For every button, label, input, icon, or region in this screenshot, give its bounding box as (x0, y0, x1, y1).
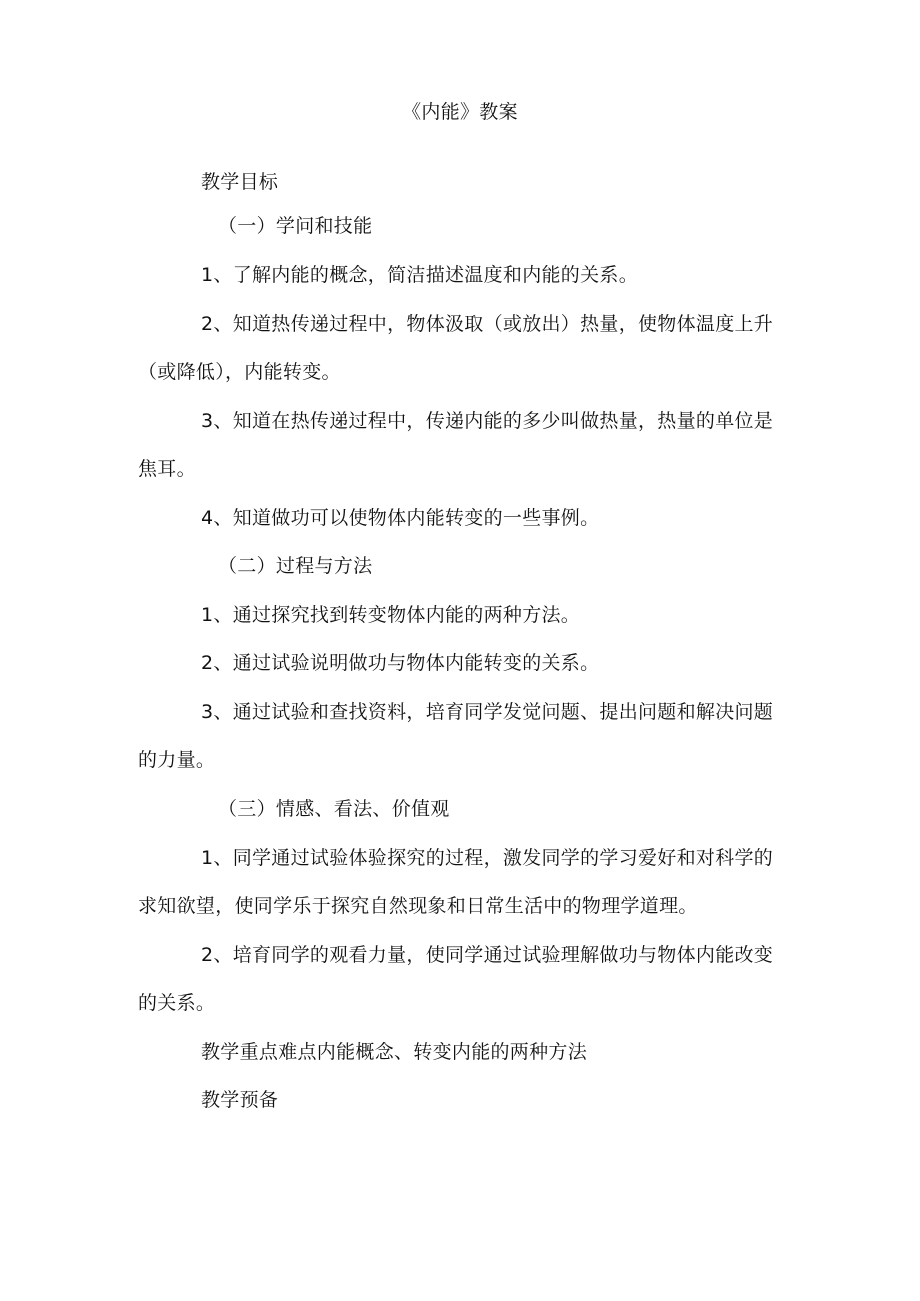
subsection-heading-knowledge: （一）学问和技能 (218, 215, 373, 237)
paragraph-line: 2、通过试验说明做功与物体内能转变的关系。 (201, 652, 600, 674)
paragraph-line: 求知欲望，使同学乐于探究自然现象和日常生活中的物理学道理。 (138, 895, 698, 917)
paragraph-line: 的力量。 (138, 749, 216, 771)
subsection-heading-process: （二）过程与方法 (218, 555, 373, 577)
paragraph-line: 3、知道在热传递过程中，传递内能的多少叫做热量，热量的单位是 (201, 410, 774, 432)
paragraph-line: 2、知道热传递过程中，物体汲取（或放出）热量，使物体温度上升 (201, 313, 774, 335)
paragraph-line: 焦耳。 (138, 458, 196, 480)
paragraph-line: （或降低），内能转变。 (138, 361, 341, 383)
section-heading-objectives: 教学目标 (201, 171, 279, 193)
paragraph-line: 1、通过探究找到转变物体内能的两种方法。 (201, 604, 581, 626)
section-heading-key-points: 教学重点难点内能概念、转变内能的两种方法 (201, 1041, 588, 1063)
subsection-heading-attitude: （三）情感、看法、价值观 (218, 798, 450, 820)
paragraph-line: 2、培育同学的观看力量，使同学通过试验理解做功与物体内能改变 (201, 944, 774, 966)
paragraph-line: 4、知道做功可以使物体内能转变的一些事例。 (201, 507, 600, 529)
section-heading-preparation: 教学预备 (201, 1089, 279, 1111)
paragraph-line: 1、同学通过试验体验探究的过程，激发同学的学习爱好和对科学的 (201, 847, 774, 869)
paragraph-line: 3、通过试验和查找资料，培育同学发觉问题、提出问题和解决问题 (201, 701, 774, 723)
paragraph-line: 的关系。 (138, 992, 216, 1014)
paragraph-line: 1、了解内能的概念，简洁描述温度和内能的关系。 (201, 264, 638, 286)
document-title: 《内能》教案 (402, 101, 518, 123)
